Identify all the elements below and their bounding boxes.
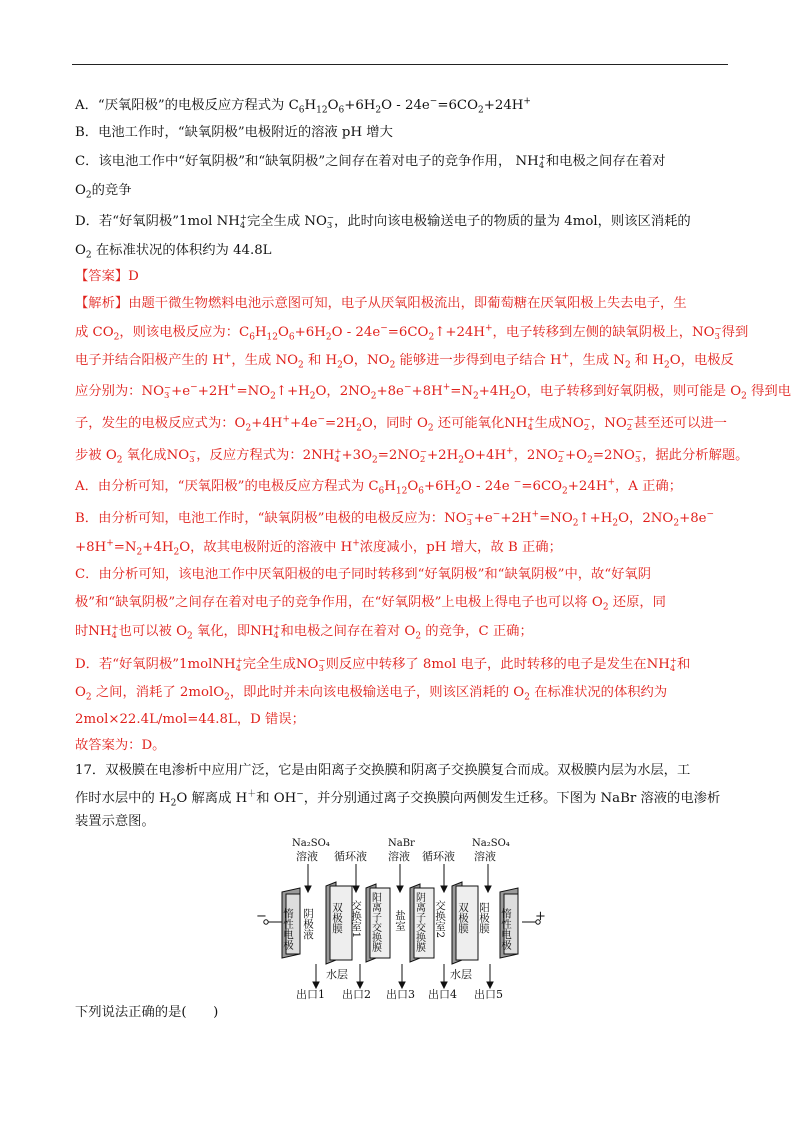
cell-anion-membrane: 阴离子交换膜 — [413, 892, 425, 952]
label-solution-mid: 溶液 — [388, 850, 410, 863]
electrodialysis-diagram — [252, 836, 552, 1002]
analysis-line6: 步被 $O_2$ 氧化成NO − 3 ，反应方程式为：2NH + 4 $+3O_2=2NO$ − 2 $+2H_2O+4H^+$，2NO − 2 $+O_2=2NO$ − 3 ，据此分析解题。 — [75, 446, 749, 466]
q17-line1: 17．双极膜在电渗析中应用广泛，它是由阳离子交换膜和阴离子交换膜复合而成。双极膜内层为水层，工 — [75, 763, 691, 778]
analysis-a: A．由分析可知，“厌氧阳极”的电极反应方程式为 $C_6H_{12}O_6+6H_2O - 24e$ $^-=6CO_2+24H^+$，A 正确； — [75, 477, 683, 497]
analysis-line4: 应分别为：NO − 3 $+e^-+2H^+=NO_2↑+H_2O$，$2NO_2+8e^-+8H^+=N_2+4H_2O$，电子转移到好氧阴极，则可能是 $O_2$ 得到电 — [75, 382, 792, 402]
cell-anode-membrane: 阳极膜 — [478, 902, 490, 934]
analysis-line5: 子，发生的电极反应式为：$O_2+4H^++4e^-=2H_2O$，同时 $O_2$ 还可能氧化NH + 4 生成NO − 2 ，NO − 2 甚至还可以进一 — [75, 414, 727, 434]
top-rule — [72, 64, 728, 65]
label-na2so4-left: Na₂SO₄ — [292, 838, 330, 849]
analysis-d-line2: $O_2$ 之间，消耗了 2molO$_2$，即此时并未向该电极输送电子，则该区消耗的 $O_2$ 在标准状况的体积约为 — [75, 685, 668, 703]
outlet-5: 出口5 — [474, 988, 503, 1001]
analysis-line1: 【解析】由题干微生物燃料电池示意图可知，电子从厌氧阳极流出，即葡萄糖在厌氧阳极上失去电子，生 — [75, 296, 687, 311]
analysis-b-line1: B．由分析可知，电池工作时，“缺氧阴极”电极的电极反应为：NO − 3 $+e^-+2H^+=NO_2↑+H_2O$，$2NO_2+8e^-$ — [75, 509, 715, 529]
label-circ-left: 循环液 — [334, 850, 367, 863]
analysis-final: 故答案为：D。 — [75, 738, 166, 753]
pos-terminal: + — [535, 909, 546, 924]
q17-line2: 作时水层中的 $H_2O$ 解离成 H＋和 OH−，并分别通过离子交换膜向两侧发生迁移。下图为 NaBr 溶液的电渗析 — [75, 789, 721, 809]
label-circ-right: 循环液 — [422, 850, 455, 863]
outlet-3: 出口3 — [386, 988, 415, 1001]
water-layer-right: 水层 — [450, 968, 472, 981]
analysis-c-line2: 极”和“缺氧阴极”之间存在着对电子的竞争作用，在“好氧阴极”上电极上得电子也可以将 $O_2$ 还原，同 — [75, 595, 666, 613]
option-b: B．电池工作时，“缺氧阴极”电极附近的溶液 pH 增大 — [75, 125, 393, 140]
cell-inert-right: 惰性电极 — [500, 908, 512, 950]
cell-inert-left: 惰性电极 — [282, 908, 294, 950]
option-c-line2: $O_2$的竞争 — [75, 183, 132, 201]
cell-cation-membrane: 阳离子交换膜 — [369, 892, 381, 952]
analysis-c-line1: C．由分析可知，该电池工作中厌氧阳极的电子同时转移到“好氧阴极”和“缺氧阴极”中，故“好氧阴 — [75, 567, 652, 582]
label-solution-left: 溶液 — [296, 850, 318, 863]
option-d-line2: $O_2$ 在标准状况的体积约为 44.8L — [75, 243, 272, 261]
cell-exchange1: 交换室1 — [350, 900, 362, 939]
q17-prompt: 下列说法正确的是( ) — [75, 1005, 219, 1020]
option-d-line1: D．若“好氧阴极”1mol NH + 4 完全生成 NO − 3 ，此时向该电极输送电子的物质的量为 4mol，则该区消耗的 — [75, 212, 691, 231]
analysis-line3: 电子并结合阳极产生的 H+，生成 $NO_2$ 和 $H_2O$，$NO_2$ 能够进一步得到电子结合 H+，生成 $N_2$ 和 $H_2O$，电极反 — [75, 351, 734, 371]
analysis-b-line2: $+8H^+=N_2+4H_2O$，故其电极附近的溶液中 H+浓度减小，pH 增大，故 B 正确； — [75, 538, 562, 558]
outlet-1: 出口1 — [296, 988, 325, 1001]
q17-line3: 装置示意图。 — [75, 814, 155, 829]
cell-salt-room: 盐室 — [394, 910, 406, 931]
label-nabr: NaBr — [388, 838, 415, 849]
outlet-4: 出口4 — [428, 988, 457, 1001]
analysis-line2: 成 $CO_2$，则该电极反应为：$C_6H_{12}O_6+6H_2O$ - $24e^-=6CO_2↑+24H^+$，电子转移到左侧的缺氧阴极上，NO − 3 得到 — [75, 323, 749, 343]
label-solution-right: 溶液 — [474, 850, 496, 863]
analysis-d-line3: 2mol×22.4L/mol=44.8L，D 错误； — [75, 712, 305, 727]
cell-exchange2: 交换室2 — [434, 900, 446, 939]
water-layer-left: 水层 — [326, 968, 348, 981]
cell-bipolar-left: 双极膜 — [331, 902, 343, 934]
neg-terminal: − — [256, 909, 267, 924]
label-na2so4-right: Na₂SO₄ — [472, 838, 510, 849]
outlet-2: 出口2 — [342, 988, 371, 1001]
option-a: A．“厌氧阳极”的电极反应方程式为 $C_6H_{12}O_6+6H_2O - 24e^-=6CO_2+24H^+$ — [75, 96, 531, 116]
cell-bipolar-right: 双极膜 — [457, 902, 469, 934]
answer-label: 【答案】D — [75, 269, 139, 284]
cell-cathode-liquid: 阴极液 — [302, 908, 314, 940]
analysis-c-line3: 时NH + 4 也可以被 $O_2$ 氧化，即NH + 4 和电极之间存在着对 $O_2$ 的竞争，C 正确； — [75, 622, 533, 642]
option-c-line1: C．该电池工作中“好氧阴极”和“缺氧阴极”之间存在着对电子的竞争作用， NH + 4 和电极之间存在着对 — [75, 152, 666, 171]
analysis-d-line1: D．若“好氧阴极”1molNH + 4 完全生成NO − 3 则反应中转移了 8mol 电子，此时转移的电子是发生在NH + 4 和 — [75, 655, 691, 674]
